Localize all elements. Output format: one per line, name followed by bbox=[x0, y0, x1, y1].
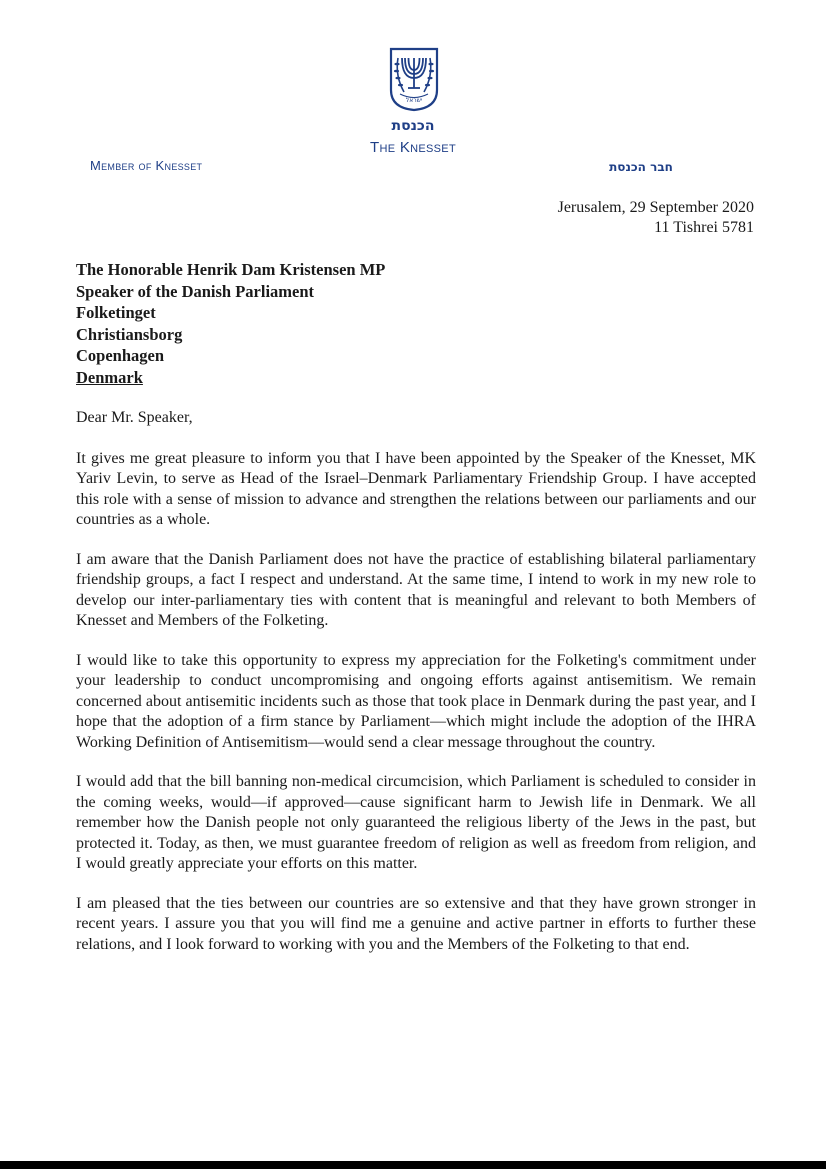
knesset-emblem-icon bbox=[388, 46, 440, 112]
paragraph: I am aware that the Danish Parliament does not have the practice of establishing bilateral parliamentary friendship groups, a fact I respect and understand. At the same time, I intend to work in my new role to develop our inter-parliamentary ties with content that is meaningful and relevant to both Members of Knesset and Members of the Folketing. bbox=[76, 550, 756, 629]
salutation: Dear Mr. Speaker, bbox=[76, 409, 193, 426]
date-block bbox=[558, 198, 754, 238]
recipient-name: The Honorable Henrik Dam Kristensen MP bbox=[76, 260, 386, 279]
recipient-institution: Folketinget bbox=[76, 303, 156, 323]
paragraph: I am pleased that the ties between our countries are so extensive and that they have grown stronger in recent years. I assure you that you will find me a genuine and active partner in efforts to further these relations, and I look forward to working with you and the Members of the Folketing to that end. bbox=[76, 894, 756, 953]
date-hebrew: 11 Tishrei 5781 bbox=[654, 219, 754, 236]
recipient-title: Speaker of the Danish Parliament bbox=[76, 281, 315, 301]
emblem-inscription: ישראל bbox=[405, 97, 423, 104]
recipient-city: Copenhagen bbox=[76, 346, 165, 366]
paragraph: I would like to take this opportunity to express my appreciation for the Folketing's commitment under your leadership to conduct uncompromising and ongoing efforts against antisemitism. We remain concerned about antisemitic incidents such as those that took place in Denmark during the past year, and I hope that the adoption of a firm stance by Parliament—which might include the adoption of the IHRA Working Definition of Antisemitism—would send a clear message throughout the country. bbox=[76, 651, 756, 751]
paragraph: I would add that the bill banning non-medical circumcision, which Parliament is scheduled to consider in the coming weeks, would—if approved—cause significant harm to Jewish life in Denmark. We all remember how the Danish people not only guaranteed the religious liberty of the Jews in the past, but protected it. Today, as then, we must guarantee freedom of religion as well as freedom from religion, and I would greatly appreciate your efforts on this matter. bbox=[76, 773, 756, 872]
date-gregorian: Jerusalem, 29 September 2020 bbox=[557, 199, 754, 216]
member-hebrew-label: חבר הכנסת bbox=[609, 160, 673, 174]
recipient-address bbox=[76, 259, 385, 389]
letter-body bbox=[76, 408, 756, 974]
recipient-building: Christiansborg bbox=[76, 324, 183, 344]
knesset-hebrew-title: הכנסת bbox=[391, 118, 435, 134]
member-of-knesset-label: Member of Knesset bbox=[90, 158, 203, 173]
knesset-title: The Knesset bbox=[370, 139, 456, 156]
recipient-country: Denmark bbox=[76, 367, 143, 387]
scan-border bbox=[0, 1161, 826, 1169]
paragraph: It gives me great pleasure to inform you that I have been appointed by the Speaker of the Knesset, MK Yariv Levin, to serve as Head of the Israel–Denmark Parliamentary Friendship Group. I have accepted this role with a sense of mission to advance and strengthen the relations between our parliaments and our countries as a whole. bbox=[76, 449, 756, 528]
